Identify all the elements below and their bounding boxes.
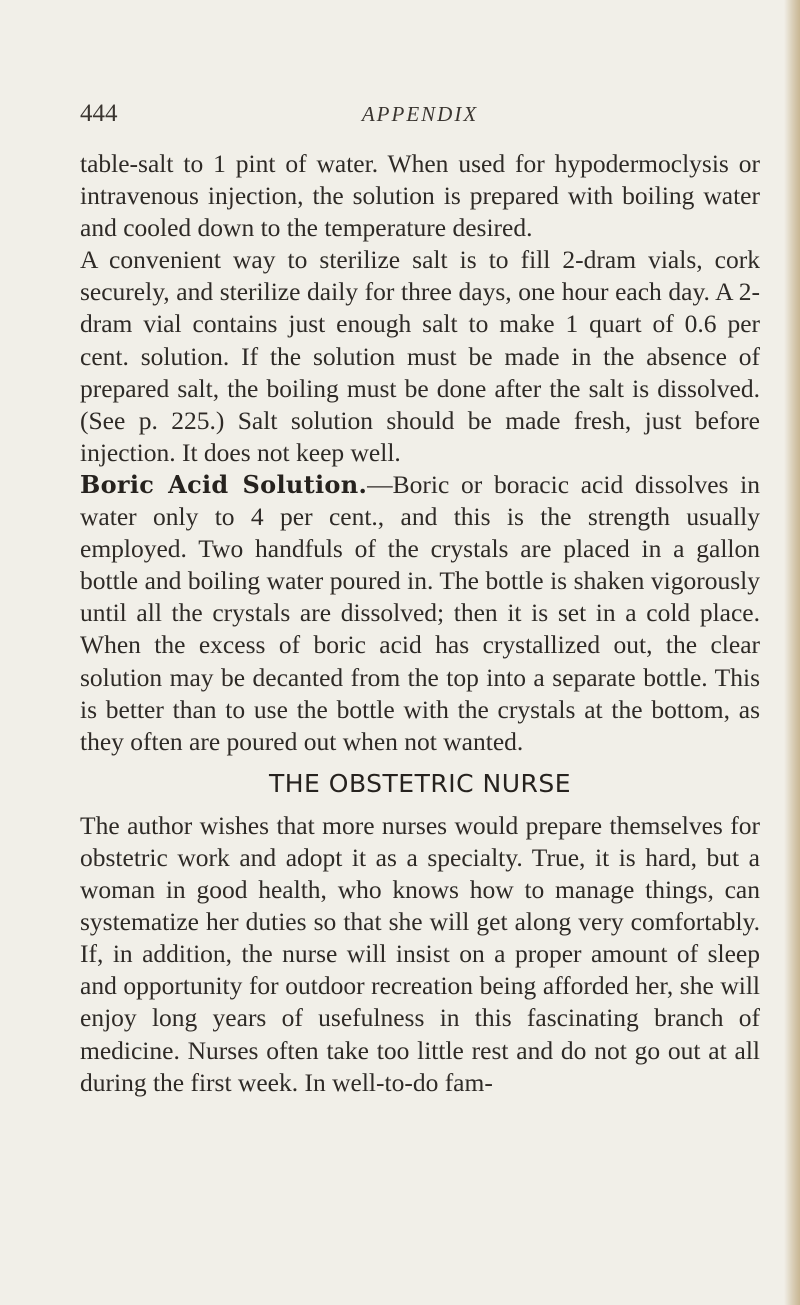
paragraph-continuation: table-salt to 1 pint of water. When used for hypodermoclysis or intravenous injection, the solution is prepared with boiling water and cooled down to the temperature desired.: [80, 149, 760, 243]
section-heading: THE OBSTETRIC NURSE: [268, 768, 572, 798]
page-edge-shadow: [784, 0, 800, 1305]
boric-acid-body: —Boric or boracic acid dissolves in water only to 4 per cent., and this is the strength usually employed. Two handfuls of the crystals are placed in a gallon bottle and boiling water poured in. The bottle is shaken vigorously until all the crystals are dissolved; then it is set in a cold place. When the excess of boric acid has crystallized out, the clear solution may be decanted from the top into a separate bottle. This is better than to use the bottle with the crystals at the bottom, as they often are poured out when not wanted.: [80, 469, 760, 756]
running-head: APPENDIX: [361, 102, 479, 126]
paragraph-boric-acid: [80, 469, 760, 758]
body-text: [80, 148, 760, 1099]
paragraph-obstetric-nurse: The author wishes that more nurses would prepare themselves for obstetric work and adopt it as a specialty. True, it is hard, but a woman in good health, who knows how to manage things, can systematize her duties so that she will get along very comfortably. If, in addition, the nurse will insist on a proper amount of sleep and opportunity for outdoor recreation being afforded her, she will enjoy long years of usefulness in this fascinating branch of medicine. Nurses often take too little rest and do not go out at all during the first week. In well-to-do fam-: [80, 810, 760, 1097]
page-number: 444: [80, 100, 118, 127]
boric-acid-heading: Boric Acid Solution.: [80, 469, 368, 499]
paragraph-sterilize-salt: A convenient way to sterilize salt is to fill 2-dram vials, cork securely, and sterilize daily for three days, one hour each day. A 2-dram vial contains just enough salt to make 1 quart of 0.6 per cent. solution. If the solution must be made in the absence of prepared salt, the boiling must be done after the salt is dissolved. (See p. 225.) Salt solution should be made fresh, just before injection. It does not keep well.: [80, 245, 760, 467]
page-header: [80, 100, 760, 134]
